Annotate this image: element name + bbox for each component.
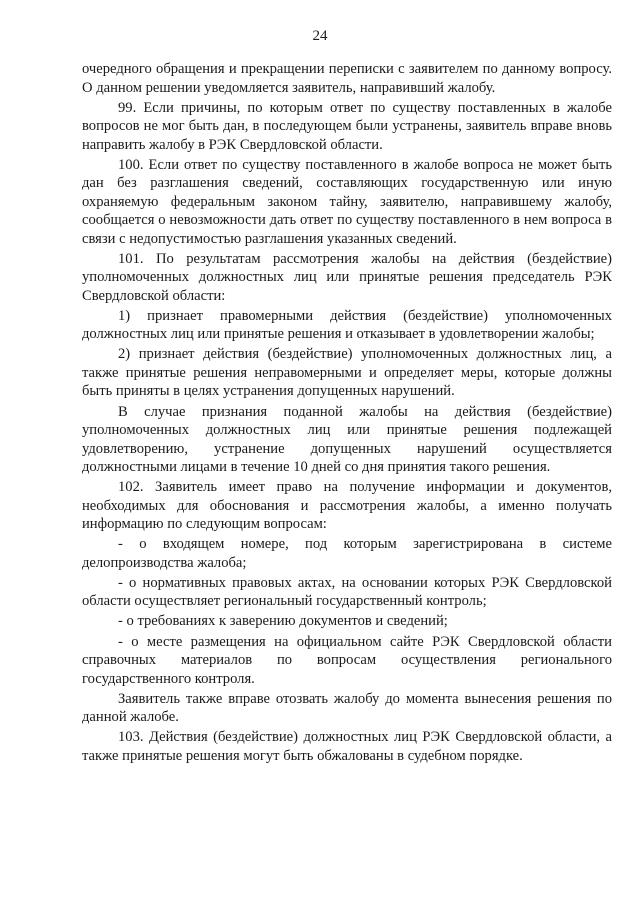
paragraph-satisfaction: В случае признания поданной жалобы на действия (бездействие) уполномоченных должностных лиц или принятые решения подлежащей удовлетворению, устранение допущенных нарушений осуществляется должностными лицами в течение 10 дней со дня принятия такого решения.: [82, 403, 612, 476]
list-item-101-1: 1) признает правомерными действия (бездействие) уполномоченных должностных лиц или принятые решения и отказывает в удовлетворении жалобы;: [82, 307, 612, 343]
list-item-101-2: 2) признает действия (бездействие) уполномоченных должностных лиц, а также принятые решения неправомерными и определяет меры, которые должны быть приняты в целях устранения допущенных нарушений.: [82, 346, 612, 400]
document-body: [82, 60, 612, 767]
paragraph-103: 103. Действия (бездействие) должностных лиц РЭК Свердловской области, а также принятые решения могут быть обжалованы в судебном порядке.: [82, 729, 612, 764]
paragraph-withdraw: Заявитель также вправе отозвать жалобу до момента вынесения решения по данной жалобе.: [82, 690, 612, 726]
list-item-102-2: - о нормативных правовых актах, на основании которых РЭК Свердловской области осуществляет региональный государственный контроль;: [82, 574, 612, 610]
paragraph-101: 101. По результатам рассмотрения жалобы на действия (бездействие) уполномоченных должностных лиц или принятые решения председатель РЭК Свердловской области:: [82, 250, 612, 304]
paragraph-99: 99. Если причины, по которым ответ по существу поставленных в жалобе вопросов не мог быть дан, в последующем были устранены, заявитель вправе вновь направить жалобу в РЭК Свердловской области.: [82, 99, 612, 153]
page-number: 24: [312, 28, 328, 44]
paragraph-100: 100. Если ответ по существу поставленного в жалобе вопроса не может быть дан без разглашения сведений, составляющих государственную или иную охраняемую федеральным законом тайну, заявителю, направившему жалобу, сообщается о невозможности дать ответ по существу поставленного в нем вопроса в связи с недопустимостью разглашения указанных сведений.: [82, 156, 612, 247]
paragraph-102: 102. Заявитель имеет право на получение информации и документов, необходимых для обоснования и рассмотрения жалобы, а именно получать информацию по следующим вопросам:: [82, 479, 612, 533]
paragraph-continuation: очередного обращения и прекращении переписки с заявителем по данному вопросу. О данном решении уведомляется заявитель, направивший жалобу.: [82, 61, 612, 96]
list-item-102-1: - о входящем номере, под которым зарегистрирована в системе делопроизводства жалоба;: [82, 536, 612, 571]
list-item-102-3: - о требованиях к заверению документов и сведений;: [118, 613, 448, 630]
list-item-102-4: - о месте размещения на официальном сайте РЭК Свердловской области справочных материалов по вопросам осуществления регионального государственного контроля.: [82, 633, 612, 687]
